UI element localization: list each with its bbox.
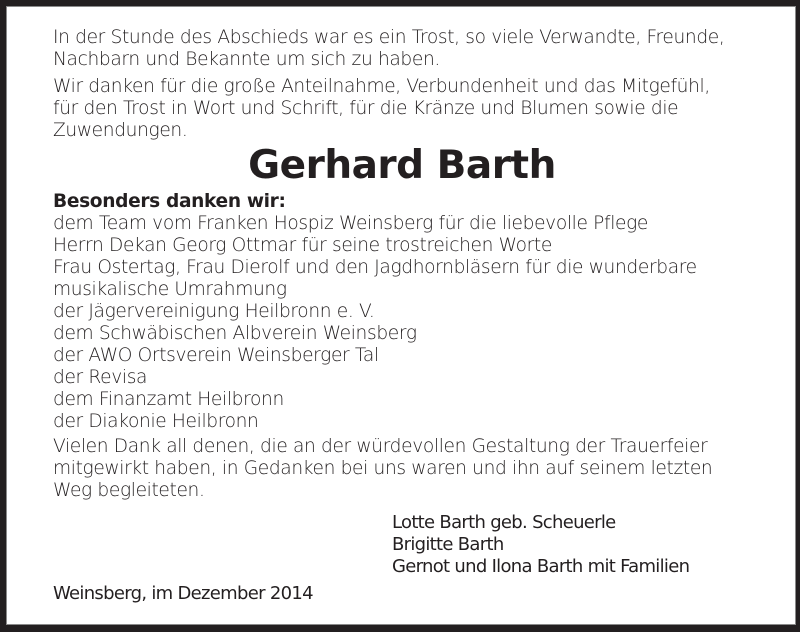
signer-name: Brigitte Barth: [392, 534, 504, 555]
special-thanks-list: [53, 191, 697, 433]
deceased-name: Gerhard Barth: [248, 143, 556, 188]
text-line: Vielen Dank all denen, die an der würdevollen Gestaltung der Trauerfeier: [53, 436, 708, 457]
signers: [392, 512, 689, 578]
text-line: Weg begleiteten.: [53, 480, 205, 501]
list-item: der Revisa: [53, 367, 148, 388]
text-line: In der Stunde des Abschieds war es ein Trost, so viele Verwandte, Freunde,: [53, 27, 725, 48]
list-item: dem Finanzamt Heilbronn: [53, 389, 284, 410]
list-item: der AWO Ortsverein Weinsberger Tal: [53, 345, 379, 366]
obituary-notice: [6, 6, 796, 625]
special-thanks-heading: Besonders danken wir:: [53, 191, 286, 212]
place-date: Weinsberg, im Dezember 2014: [53, 583, 313, 604]
thanks-paragraph: [53, 76, 710, 142]
list-item: der Diakonie Heilbronn: [53, 411, 259, 432]
text-line: mitgewirkt haben, in Gedanken bei uns waren und ihn auf seinem letzten: [53, 458, 713, 479]
list-item: Frau Ostertag, Frau Dierolf und den Jagdhornbläsern für die wunderbare: [53, 257, 697, 278]
list-item: dem Team vom Franken Hospiz Weinsberg für die liebevolle Pflege: [53, 213, 649, 234]
text-line: Zuwendungen.: [53, 120, 188, 141]
text-line: Wir danken für die große Anteilnahme, Verbundenheit und das Mitgefühl,: [53, 76, 710, 97]
list-item: der Jägervereinigung Heilbronn e. V.: [53, 301, 375, 322]
intro-paragraph: [53, 27, 724, 71]
text-line: für den Trost in Wort und Schrift, für die Kränze und Blumen sowie die: [53, 98, 679, 119]
text-line: Nachbarn und Bekannte um sich zu haben.: [53, 49, 440, 70]
signer-name: Gernot und Ilona Barth mit Familien: [392, 556, 690, 577]
list-item: dem Schwäbischen Albverein Weinsberg: [53, 323, 417, 344]
list-item: musikalische Umrahmung: [53, 279, 287, 300]
signer-name: Lotte Barth geb. Scheuerle: [392, 512, 616, 533]
closing-paragraph: [53, 436, 712, 502]
list-item: Herrn Dekan Georg Ottmar für seine trostreichen Worte: [53, 235, 552, 256]
